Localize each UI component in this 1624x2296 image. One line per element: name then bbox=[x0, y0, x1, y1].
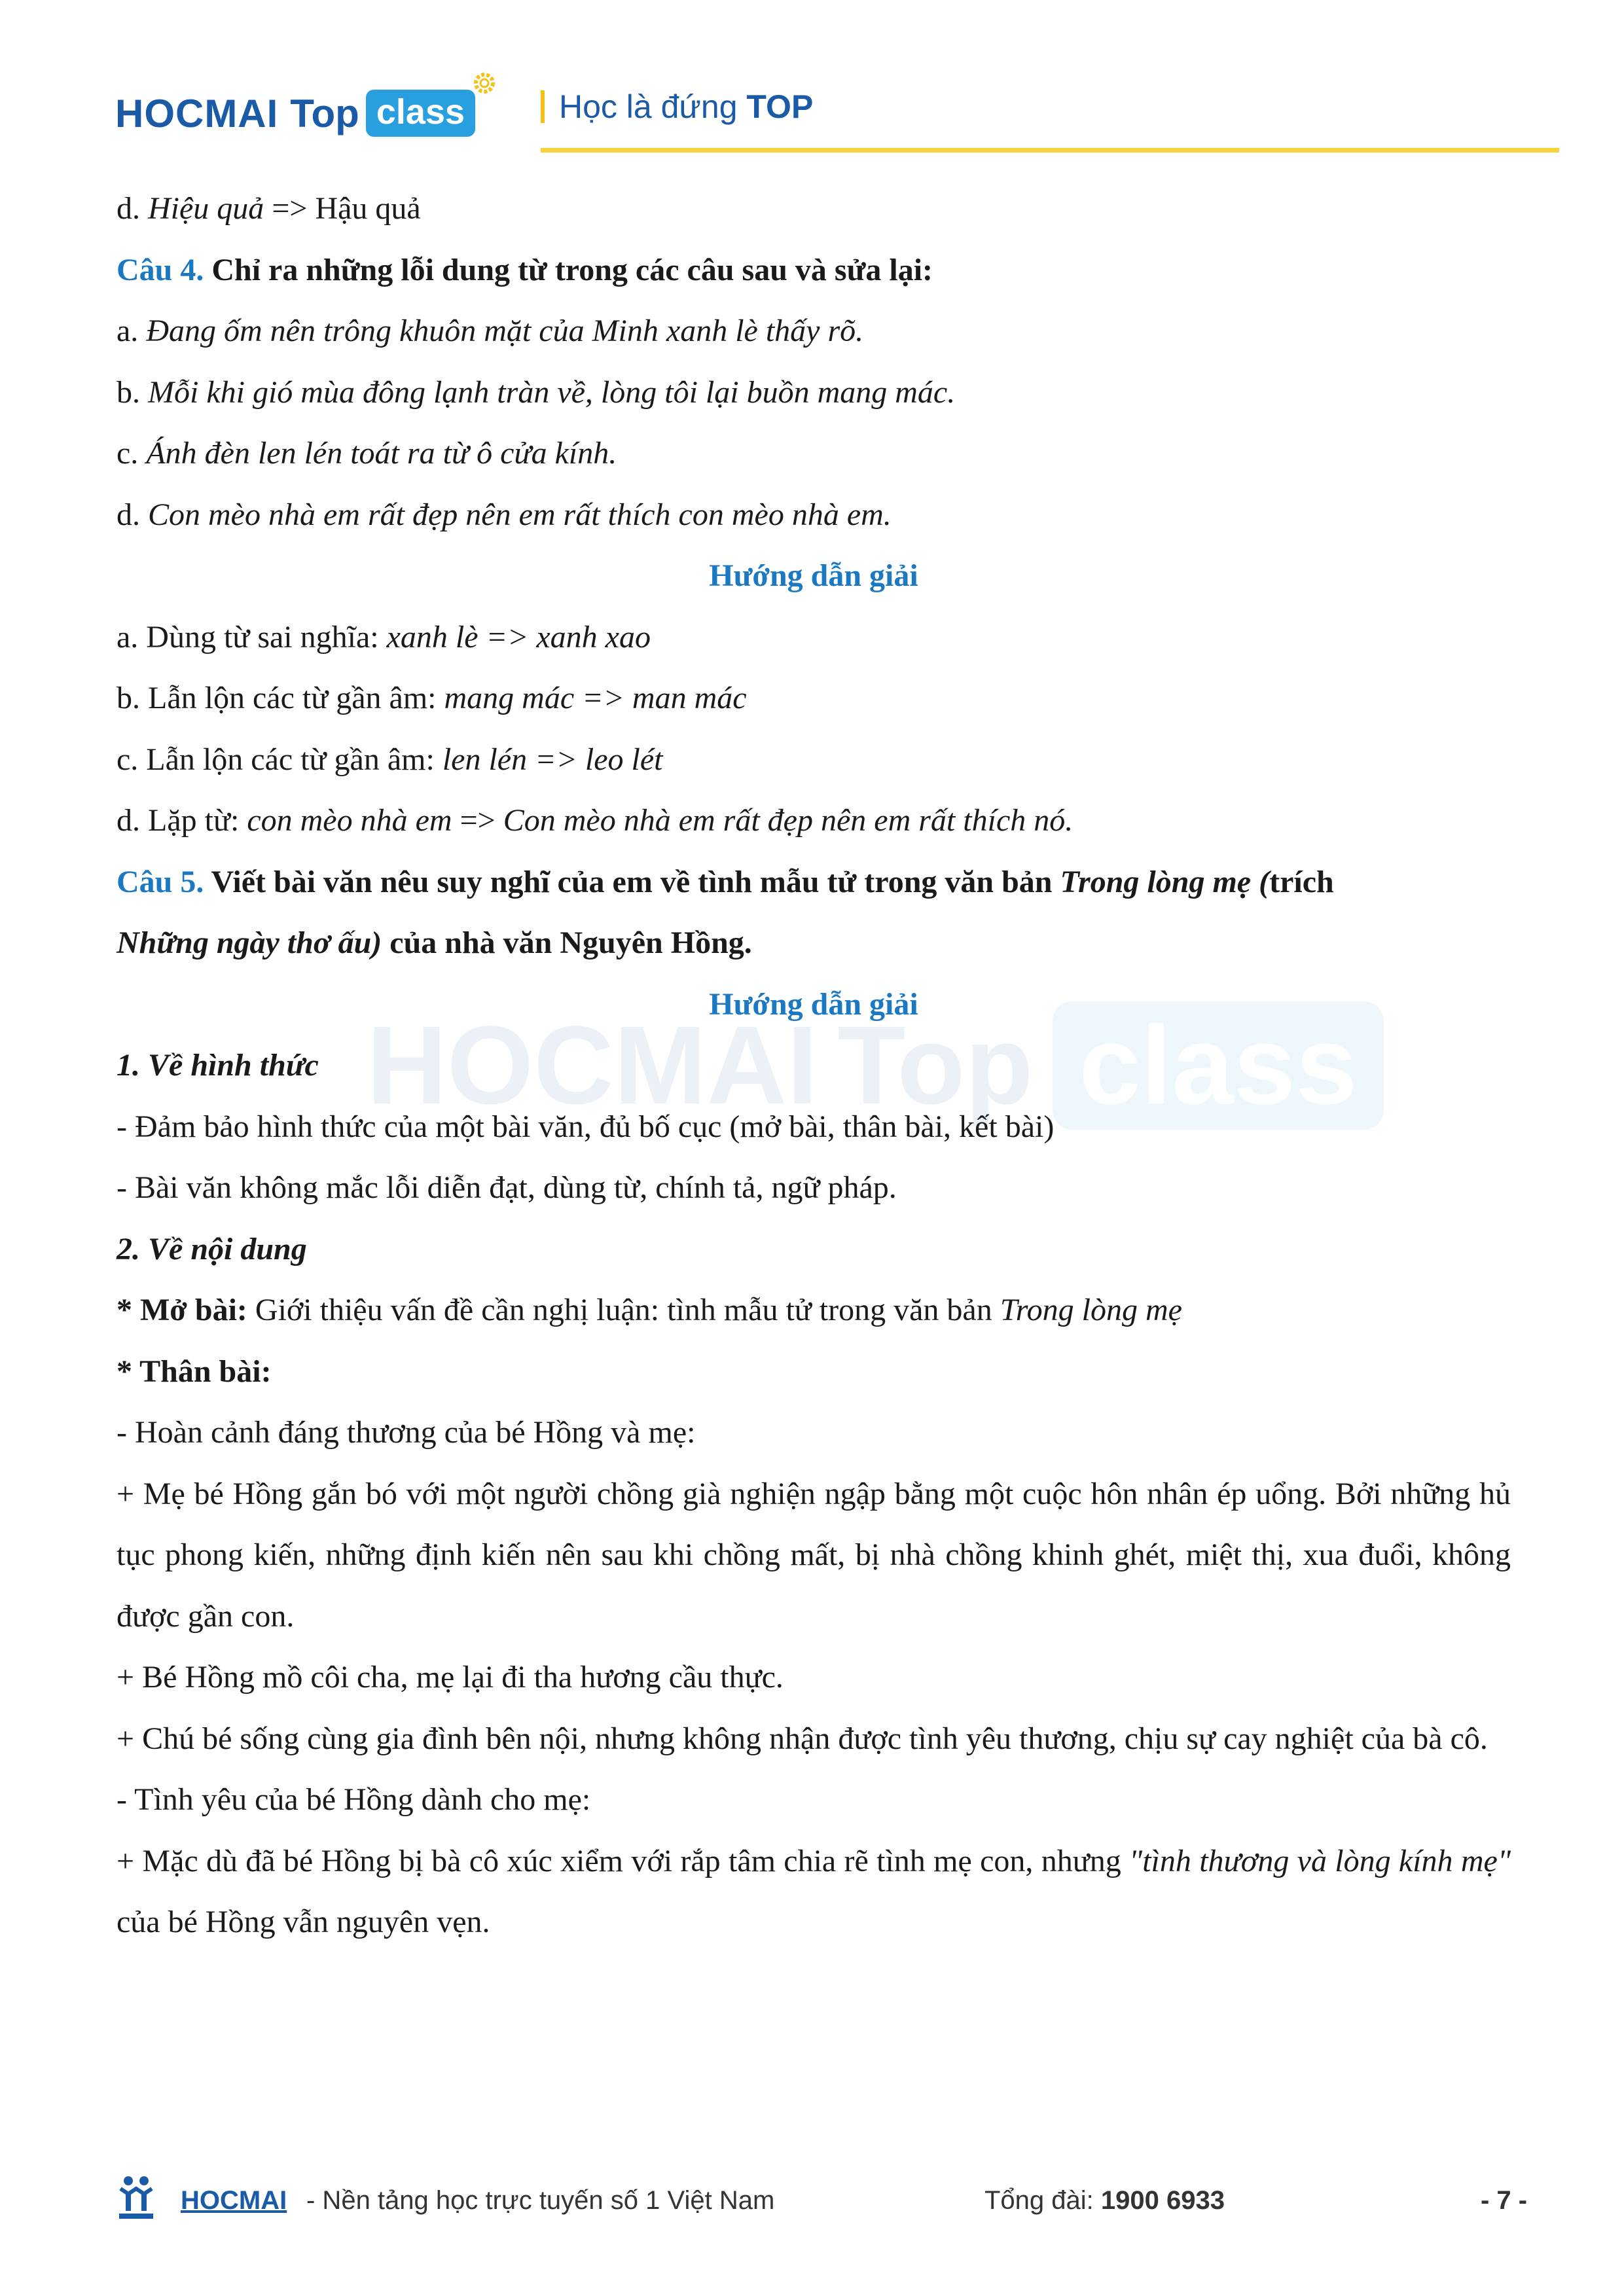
answer-text: con mèo nhà em bbox=[247, 803, 452, 838]
item-prefix: a. bbox=[117, 314, 147, 348]
page-content bbox=[117, 178, 1511, 1953]
line-prefix: d. bbox=[117, 191, 148, 226]
work-title: Trong lòng mẹ ( bbox=[1060, 864, 1270, 899]
answer-prefix: d. Lặp từ: bbox=[117, 803, 247, 838]
section-heading: 1. Về hình thức bbox=[117, 1048, 319, 1083]
q4-item bbox=[117, 362, 1511, 423]
form-heading bbox=[117, 1035, 1511, 1096]
q4-item bbox=[117, 423, 1511, 484]
gear-icon bbox=[471, 70, 497, 96]
quote-text: "tình thương và lòng kính mẹ" bbox=[1129, 1843, 1511, 1878]
answer-prefix: b. Lẫn lộn các từ gần âm: bbox=[117, 681, 444, 715]
question-label: Câu 4. bbox=[117, 252, 204, 287]
question-5 bbox=[117, 852, 1511, 974]
than-bai-line: + Bé Hồng mồ côi cha, mẹ lại đi tha hương cầu thực. bbox=[117, 1660, 784, 1695]
work-source: Những ngày thơ ấu) bbox=[117, 925, 382, 960]
line-italic: Hiệu quả bbox=[148, 191, 264, 226]
than-bai-label bbox=[117, 1341, 1511, 1403]
logo-top-text: Top bbox=[290, 91, 359, 135]
hotline-label: Tổng đài: bbox=[984, 2186, 1101, 2215]
footer-hotline bbox=[984, 2186, 1225, 2215]
answer-prefix: a. Dùng từ sai nghĩa: bbox=[117, 619, 387, 655]
section-heading: 2. Về nội dung bbox=[117, 1231, 307, 1266]
tagline-prefix: Học là đứng bbox=[559, 88, 738, 125]
mo-bai-text: Giới thiệu vấn đề cần nghị luận: tình mẫu tử trong văn bản bbox=[247, 1293, 1000, 1327]
item-prefix: d. bbox=[117, 497, 148, 532]
than-bai-line: + Mẹ bé Hồng gắn bó với một người chồng già nghiện ngập bằng một cuộc hôn nhân ép uổng. Bởi những hủ tục phong kiến, những định kiến nên sau khi chồng mất, bị nhà chồng khinh ghét, miệt thị, xua đuổi, không được gần con. bbox=[117, 1476, 1511, 1634]
tagline-divider bbox=[541, 90, 545, 123]
q4-answer bbox=[117, 607, 1511, 668]
item-text: Đang ốm nên trông khuôn mặt của Minh xanh lè thấy rõ. bbox=[146, 314, 864, 348]
than-bai-line: - Hoàn cảnh đáng thương của bé Hồng và mẹ: bbox=[117, 1415, 696, 1450]
line-text: của bé Hồng vẫn nguyên vẹn. bbox=[117, 1905, 490, 1939]
hotline-number: 1900 6933 bbox=[1100, 2186, 1225, 2215]
answer-arrow: => bbox=[452, 803, 503, 838]
form-line: - Đảm bảo hình thức của một bài văn, đủ bố cục (mở bài, thân bài, kết bài) bbox=[117, 1109, 1055, 1144]
content-heading bbox=[117, 1219, 1511, 1280]
answer-text: xanh lè => xanh xao bbox=[386, 619, 651, 655]
item-text: Ánh đèn len lén toát ra từ ô cửa kính. bbox=[146, 436, 617, 471]
tagline-top: TOP bbox=[746, 88, 814, 125]
guide-heading: Hướng dẫn giải bbox=[709, 986, 918, 1022]
page-footer bbox=[115, 2172, 1529, 2231]
header-rule bbox=[541, 148, 1559, 152]
item-text: Con mèo nhà em rất đẹp nên em rất thích con mèo nhà em. bbox=[148, 497, 892, 532]
q4-answer bbox=[117, 790, 1511, 852]
watermark-hocmai: HOCMAI bbox=[367, 1003, 818, 1128]
footer-brand-link[interactable]: HOCMAI bbox=[181, 2186, 287, 2215]
watermark-top: Top bbox=[837, 1003, 1034, 1128]
watermark-class: class bbox=[1053, 1001, 1383, 1130]
page-number: - 7 - bbox=[1481, 2186, 1528, 2215]
question-text: Viết bài văn nêu suy nghĩ của em về tình mẫu tử trong văn bản bbox=[204, 864, 1060, 899]
line-text: + Mặc dù đã bé Hồng bị bà cô xúc xiểm với rắp tâm chia rẽ tình mẹ con, nhưng bbox=[117, 1843, 1130, 1878]
answer-text: Con mèo nhà em rất đẹp nên em rất thích nó. bbox=[503, 803, 1074, 838]
work-title: Trong lòng mẹ bbox=[1000, 1293, 1182, 1327]
item-text: Mỗi khi gió mùa đông lạnh tràn về, lòng tôi lại buồn mang mác. bbox=[148, 374, 956, 410]
than-bai-line: - Tình yêu của bé Hồng dành cho mẹ: bbox=[117, 1782, 591, 1817]
question-text: của nhà văn Nguyên Hồng. bbox=[382, 925, 752, 960]
q4-item bbox=[117, 300, 1511, 362]
than-bai-label-text: * Thân bài: bbox=[117, 1354, 272, 1389]
item-prefix: b. bbox=[117, 374, 148, 410]
logo-hocmai-text: HOCMAI bbox=[115, 91, 279, 135]
form-line: - Bài văn không mắc lỗi diễn đạt, dùng từ, chính tả, ngữ pháp. bbox=[117, 1170, 897, 1205]
header-tagline bbox=[541, 88, 813, 126]
answer-line-d bbox=[117, 178, 1511, 240]
mo-bai bbox=[117, 1280, 1511, 1341]
than-bai-line bbox=[117, 1831, 1511, 1953]
answer-text: mang mác => man mác bbox=[444, 681, 747, 715]
footer-tagline: - Nền tảng học trực tuyến số 1 Việt Nam bbox=[306, 2186, 775, 2215]
question-4 bbox=[117, 240, 1511, 301]
q4-item bbox=[117, 484, 1511, 546]
hocmai-people-icon bbox=[115, 2174, 157, 2221]
item-prefix: c. bbox=[117, 436, 147, 471]
logo-class-text: class bbox=[376, 92, 465, 132]
answer-text: len lén => leo lét bbox=[442, 742, 663, 777]
q4-answer bbox=[117, 729, 1511, 791]
answer-prefix: c. Lẫn lộn các từ gần âm: bbox=[117, 742, 442, 777]
than-bai-line: + Chú bé sống cùng gia đình bên nội, nhưng không nhận được tình yêu thương, chịu sự cay nghiệt của bà cô. bbox=[117, 1721, 1488, 1756]
question-text: Chỉ ra những lỗi dung từ trong các câu sau và sửa lại: bbox=[204, 252, 933, 287]
logo-class-badge bbox=[366, 90, 475, 137]
guide-heading: Hướng dẫn giải bbox=[709, 558, 918, 593]
question-label: Câu 5. bbox=[117, 864, 204, 899]
q4-answer bbox=[117, 668, 1511, 729]
line-text: => Hậu quả bbox=[264, 191, 421, 226]
question-text: trích bbox=[1269, 864, 1334, 899]
hocmai-topclass-logo bbox=[115, 77, 475, 149]
mo-bai-label: * Mở bài: bbox=[117, 1293, 247, 1327]
